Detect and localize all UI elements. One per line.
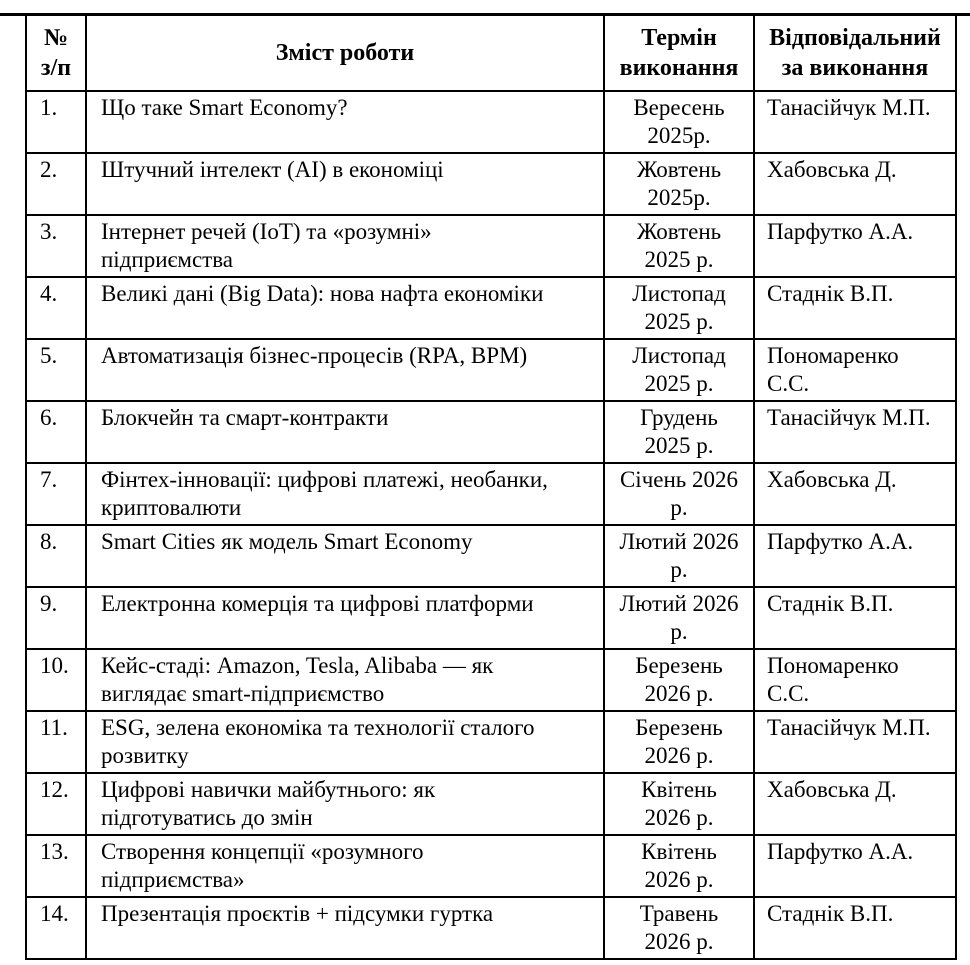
row-term: Вересень 2025р. [604, 91, 754, 153]
row-responsible: Танасійчук М.П. [754, 401, 956, 463]
header-content: Зміст роботи [86, 14, 604, 91]
table-row [26, 277, 956, 339]
row-responsible: Стаднік В.П. [754, 587, 956, 649]
row-number: 12. [26, 773, 86, 835]
row-number: 2. [26, 153, 86, 215]
row-content: Що таке Smart Economy? [86, 91, 604, 153]
row-term: Квітень 2026 р. [604, 773, 754, 835]
table-row [26, 91, 956, 153]
row-responsible: Пономаренко С.С. [754, 649, 956, 711]
table-row [26, 711, 956, 773]
header-term: Термін виконання [604, 14, 754, 91]
row-term: Квітень 2026 р. [604, 835, 754, 897]
row-responsible: Пономаренко С.С. [754, 339, 956, 401]
row-term: Грудень 2025 р. [604, 401, 754, 463]
table-row [26, 835, 956, 897]
row-responsible: Стаднік В.П. [754, 277, 956, 339]
row-term: Березень 2026 р. [604, 649, 754, 711]
row-term: Лютий 2026 р. [604, 587, 754, 649]
header-responsible: Відповідальний за виконання [754, 14, 956, 91]
row-term: Січень 2026 р. [604, 463, 754, 525]
row-responsible: Хабовська Д. [754, 153, 956, 215]
row-number: 14. [26, 897, 86, 959]
row-content: Електронна комерція та цифрові платформи [86, 587, 604, 649]
document-page [0, 13, 970, 965]
table-row [26, 525, 956, 587]
row-responsible: Хабовська Д. [754, 463, 956, 525]
table-row [26, 215, 956, 277]
row-responsible: Парфутко А.А. [754, 525, 956, 587]
row-content: Створення концепції «розумного підприємства» [86, 835, 604, 897]
row-content: ESG, зелена економіка та технології сталого розвитку [86, 711, 604, 773]
row-number: 5. [26, 339, 86, 401]
table-row [26, 649, 956, 711]
row-term: Листопад 2025 р. [604, 339, 754, 401]
table-body [26, 91, 956, 959]
row-content: Штучний інтелект (AI) в економіці [86, 153, 604, 215]
row-term: Травень 2026 р. [604, 897, 754, 959]
row-number: 8. [26, 525, 86, 587]
header-row [26, 14, 956, 91]
row-number: 11. [26, 711, 86, 773]
row-number: 4. [26, 277, 86, 339]
row-number: 6. [26, 401, 86, 463]
row-responsible: Хабовська Д. [754, 773, 956, 835]
row-number: 9. [26, 587, 86, 649]
row-term: Жовтень 2025 р. [604, 215, 754, 277]
row-term: Березень 2026 р. [604, 711, 754, 773]
row-content: Презентація проєктів + підсумки гуртка [86, 897, 604, 959]
row-responsible: Парфутко А.А. [754, 835, 956, 897]
row-responsible: Парфутко А.А. [754, 215, 956, 277]
row-term: Лютий 2026 р. [604, 525, 754, 587]
row-responsible: Танасійчук М.П. [754, 711, 956, 773]
row-responsible: Танасійчук М.П. [754, 91, 956, 153]
row-number: 10. [26, 649, 86, 711]
table-header [26, 14, 956, 91]
row-number: 1. [26, 91, 86, 153]
table-row [26, 773, 956, 835]
row-content: Великі дані (Big Data): нова нафта економіки [86, 277, 604, 339]
row-content: Цифрові навички майбутнього: як підготуватись до змін [86, 773, 604, 835]
row-content: Фінтех-інновації: цифрові платежі, необанки, криптовалюти [86, 463, 604, 525]
row-content: Інтернет речей (IoT) та «розумні» підприємства [86, 215, 604, 277]
table-row [26, 153, 956, 215]
row-content: Блокчейн та смарт-контракти [86, 401, 604, 463]
row-content: Smart Cities як модель Smart Economy [86, 525, 604, 587]
table-row [26, 897, 956, 959]
row-number: 13. [26, 835, 86, 897]
row-number: 3. [26, 215, 86, 277]
page-top-rule [0, 13, 970, 16]
work-plan-table [25, 13, 957, 960]
table-row [26, 339, 956, 401]
row-responsible: Стаднік В.П. [754, 897, 956, 959]
row-number: 7. [26, 463, 86, 525]
table-row [26, 587, 956, 649]
table-row [26, 401, 956, 463]
row-content: Автоматизація бізнес-процесів (RPA, BPM) [86, 339, 604, 401]
row-term: Листопад 2025 р. [604, 277, 754, 339]
table-row [26, 463, 956, 525]
header-num: № з/п [26, 14, 86, 91]
row-content: Кейс-стаді: Amazon, Tesla, Alibaba — як виглядає smart-підприємство [86, 649, 604, 711]
row-term: Жовтень 2025р. [604, 153, 754, 215]
